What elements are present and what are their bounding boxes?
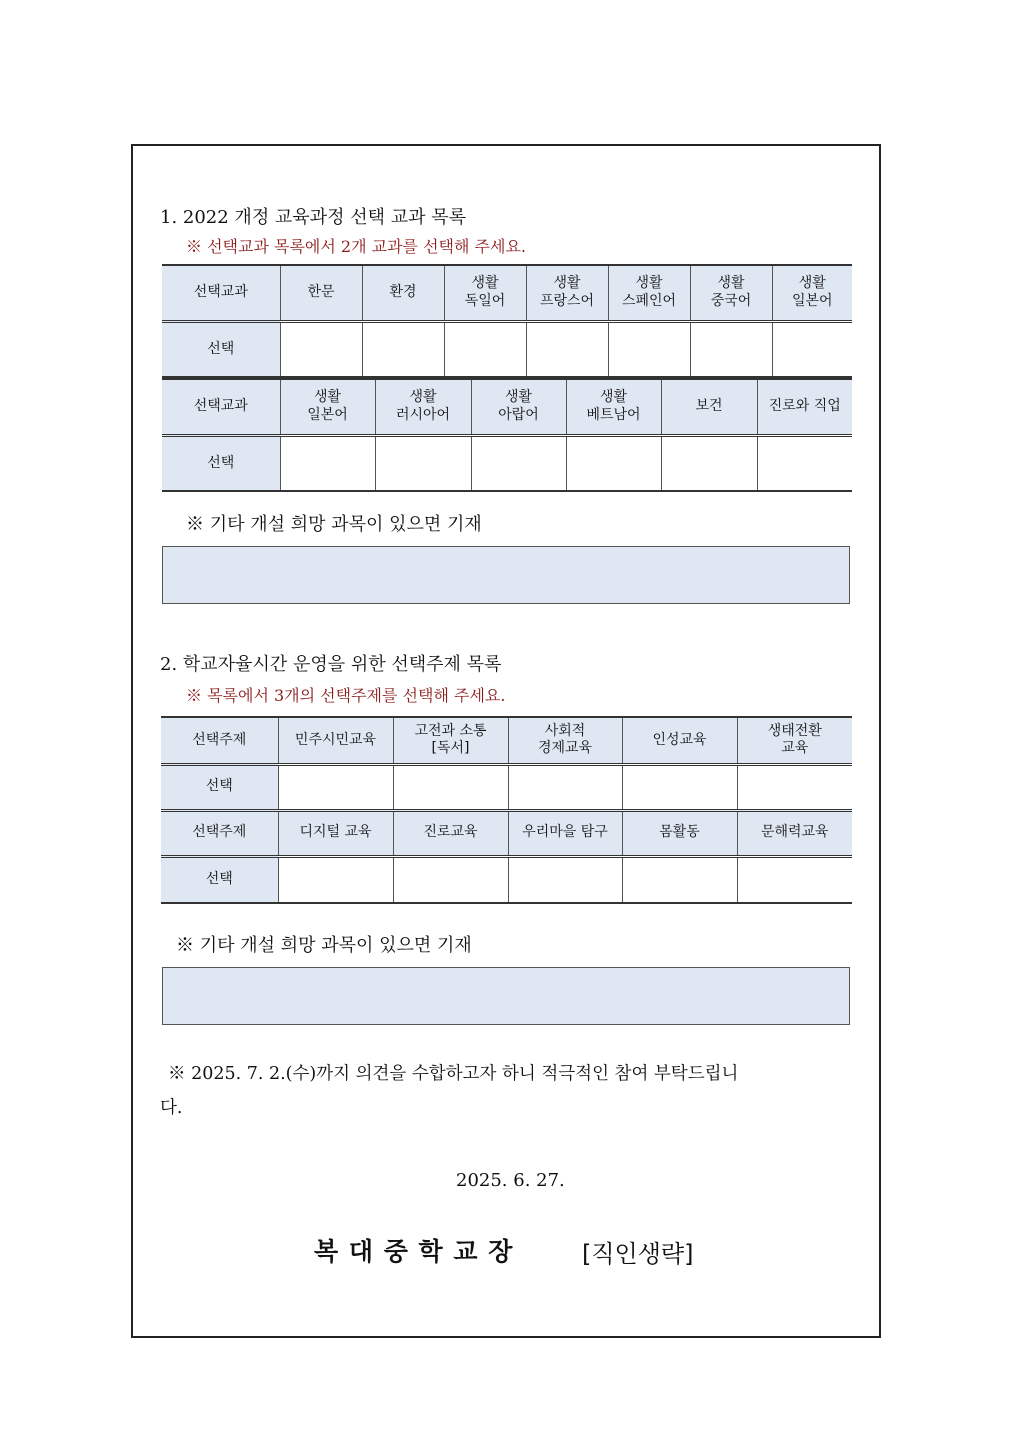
select-cell[interactable] — [278, 856, 393, 903]
topic-table-a — [161, 716, 852, 904]
topic-cell: 인성교육 — [622, 717, 737, 764]
seal-omitted-note: [직인생략] — [582, 1240, 694, 1268]
select-cell[interactable] — [737, 764, 852, 810]
header-label: 선택주제 — [161, 810, 278, 856]
subject-cell: 보건 — [661, 379, 757, 435]
select-row-label: 선택 — [161, 764, 278, 810]
topic-cell: 민주시민교육 — [278, 717, 393, 764]
select-cell[interactable] — [280, 321, 362, 377]
section2-title: 2. 학교자율시간 운영을 위한 선택주제 목록 — [160, 654, 502, 675]
header-label: 선택주제 — [161, 717, 278, 764]
select-cell[interactable] — [772, 321, 852, 377]
select-cell[interactable] — [661, 435, 757, 491]
select-cell[interactable] — [622, 764, 737, 810]
header-label: 선택교과 — [162, 265, 280, 321]
select-cell[interactable] — [508, 856, 622, 903]
subject-cell: 생활 일본어 — [772, 265, 852, 321]
select-cell[interactable] — [362, 321, 444, 377]
select-row-label: 선택 — [162, 435, 280, 491]
topic-cell: 문해력교육 — [737, 810, 852, 856]
section1-title: 1. 2022 개정 교육과정 선택 교과 목록 — [160, 207, 466, 228]
subject-table-a — [162, 264, 852, 378]
subject-cell: 생활 프랑스어 — [526, 265, 608, 321]
select-cell[interactable] — [393, 856, 508, 903]
select-cell[interactable] — [690, 321, 772, 377]
subject-cell: 생활 독일어 — [444, 265, 526, 321]
select-cell[interactable] — [757, 435, 852, 491]
other-subject-input[interactable] — [162, 546, 850, 604]
section2-note: ※ 목록에서 3개의 선택주제를 선택해 주세요. — [186, 686, 506, 705]
select-cell[interactable] — [444, 321, 526, 377]
select-cell[interactable] — [278, 764, 393, 810]
principal-signature: 복 대 중 학 교 장 — [314, 1237, 514, 1266]
select-cell[interactable] — [375, 435, 471, 491]
select-cell[interactable] — [508, 764, 622, 810]
deadline-notice: ※ 2025. 7. 2.(수)까지 의견을 수합하고자 하니 적극적인 참여 부탁드립니 — [168, 1064, 739, 1084]
subject-cell: 한문 — [280, 265, 362, 321]
select-row-label: 선택 — [162, 321, 280, 377]
subject-cell: 생활 스페인어 — [608, 265, 690, 321]
select-cell[interactable] — [280, 435, 375, 491]
subject-cell: 생활 러시아어 — [375, 379, 471, 435]
topic-cell: 우리마을 탐구 — [508, 810, 622, 856]
topic-cell: 생태전환 교육 — [737, 717, 852, 764]
subject-cell: 생활 일본어 — [280, 379, 375, 435]
subject-cell: 환경 — [362, 265, 444, 321]
subject-cell: 생활 아랍어 — [471, 379, 566, 435]
select-cell[interactable] — [526, 321, 608, 377]
select-cell[interactable] — [566, 435, 661, 491]
select-cell[interactable] — [737, 856, 852, 903]
topic-cell: 진로교육 — [393, 810, 508, 856]
subject-table-b — [162, 378, 852, 492]
select-cell[interactable] — [622, 856, 737, 903]
subject-cell: 생활 중국어 — [690, 265, 772, 321]
subject-cell: 생활 베트남어 — [566, 379, 661, 435]
subject-cell: 진로와 직업 — [757, 379, 852, 435]
deadline-notice-cont: 다. — [160, 1098, 183, 1118]
topic-cell: 고전과 소통 [독서] — [393, 717, 508, 764]
topic-cell: 사회적 경제교육 — [508, 717, 622, 764]
document-date: 2025. 6. 27. — [456, 1170, 565, 1191]
other-topic-input[interactable] — [162, 967, 850, 1025]
topic-cell: 디지털 교육 — [278, 810, 393, 856]
select-cell[interactable] — [393, 764, 508, 810]
other-subject-note: ※ 기타 개설 희망 과목이 있으면 기재 — [186, 514, 482, 535]
header-label: 선택교과 — [162, 379, 280, 435]
other-topic-note: ※ 기타 개설 희망 과목이 있으면 기재 — [176, 935, 472, 956]
select-cell[interactable] — [608, 321, 690, 377]
select-row-label: 선택 — [161, 856, 278, 903]
select-cell[interactable] — [471, 435, 566, 491]
section1-note: ※ 선택교과 목록에서 2개 교과를 선택해 주세요. — [186, 237, 526, 256]
topic-cell: 몸활동 — [622, 810, 737, 856]
